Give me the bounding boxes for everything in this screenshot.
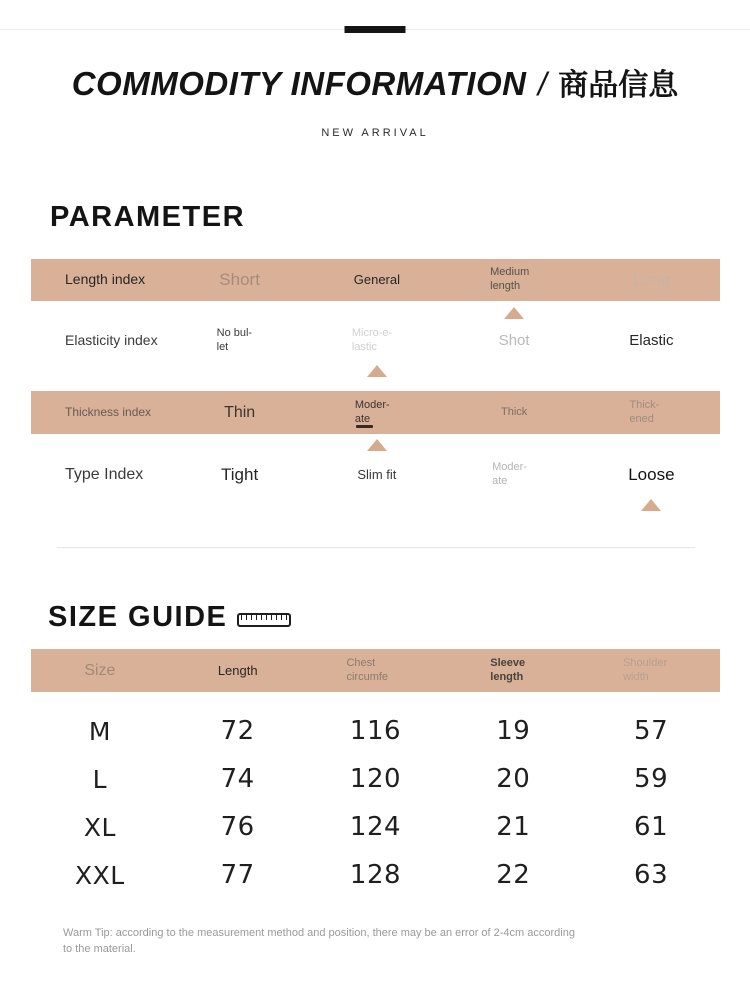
option-elastic: Elastic xyxy=(629,331,674,349)
option-long: Long xyxy=(632,270,671,290)
chest-value: 124 xyxy=(349,812,402,843)
size-row-l xyxy=(31,756,720,804)
size-value: XL xyxy=(83,813,116,842)
page-title-en: COMMODITY INFORMATION xyxy=(71,65,527,102)
size-table-header xyxy=(31,649,720,692)
col-shoulder-width: Shoulder width xyxy=(623,657,668,683)
option-general: General xyxy=(353,271,400,287)
option-medium-length: Medium length xyxy=(490,266,530,292)
triangle-up-icon xyxy=(504,307,524,319)
size-guide-table xyxy=(31,649,720,900)
option-shot: Shot xyxy=(498,331,530,349)
option-loose: Loose xyxy=(628,465,675,485)
option-moderate: Moder-ate xyxy=(492,461,527,487)
row-label: Length index xyxy=(65,271,146,288)
size-value: L xyxy=(92,765,108,794)
row-label: Type Index xyxy=(65,466,144,483)
selection-marker-row xyxy=(31,499,720,513)
section-divider-line xyxy=(57,547,695,548)
col-size: Size xyxy=(84,661,116,679)
shoulder-value: 63 xyxy=(634,860,669,891)
size-guide-heading: SIZE GUIDE xyxy=(48,601,228,633)
sleeve-value: 20 xyxy=(496,764,531,795)
row-label: Thickness index xyxy=(65,405,152,419)
col-sleeve-length: Sleeve length xyxy=(490,657,526,683)
option-thickened: Thick-ened xyxy=(629,398,660,425)
parameter-row-type xyxy=(31,451,720,499)
chest-value: 116 xyxy=(349,716,402,747)
top-rule xyxy=(0,0,750,33)
ruler-icon xyxy=(237,613,291,627)
sleeve-value: 22 xyxy=(496,860,531,891)
triangle-up-icon xyxy=(367,439,387,451)
row-label: Elasticity index xyxy=(65,332,158,349)
ink-smudge xyxy=(356,425,373,428)
parameter-row-length xyxy=(31,259,720,301)
selection-marker-row xyxy=(31,434,720,451)
selection-marker-row xyxy=(31,363,720,379)
parameter-row-thickness xyxy=(31,391,720,434)
top-accent-bar xyxy=(345,26,406,33)
page-title-zh: 商品信息 xyxy=(558,69,679,102)
parameter-heading: PARAMETER xyxy=(50,201,246,233)
option-short: Short xyxy=(219,270,260,290)
size-value: M xyxy=(88,717,111,746)
size-row-xl xyxy=(31,804,720,852)
length-value: 77 xyxy=(220,860,255,891)
col-chest-circumference: Chest circumfe xyxy=(346,657,389,683)
col-length: Length xyxy=(217,662,258,678)
size-value: XXL xyxy=(75,861,125,890)
option-tight: Tight xyxy=(221,465,259,485)
option-moderate: Moder-ate xyxy=(308,399,445,427)
shoulder-value: 61 xyxy=(634,812,669,843)
page-title xyxy=(0,64,750,111)
sleeve-value: 21 xyxy=(496,812,531,843)
page-title-separator: / xyxy=(537,66,547,102)
option-thick: Thick xyxy=(500,405,528,418)
shoulder-value: 57 xyxy=(634,716,669,747)
size-row-m xyxy=(31,708,720,756)
warm-tip-note: Warm Tip: according to the measurement method and position, there may be an error of 2-4cm according to the material. xyxy=(63,927,575,955)
chest-value: 128 xyxy=(349,860,402,891)
subtitle-new-arrival: NEW ARRIVAL xyxy=(321,127,429,139)
option-thin: Thin xyxy=(224,403,256,421)
length-value: 74 xyxy=(220,764,255,795)
option-slim-fit: Slim fit xyxy=(357,466,397,482)
sleeve-value: 19 xyxy=(496,716,531,747)
option-micro-elastic: Micro-e-lastic xyxy=(351,327,393,353)
chest-value: 120 xyxy=(349,764,402,795)
size-table-body xyxy=(31,692,720,900)
triangle-up-icon xyxy=(641,499,661,511)
triangle-up-icon xyxy=(367,365,387,377)
selection-marker-row xyxy=(31,301,720,319)
shoulder-value: 59 xyxy=(634,764,669,795)
length-value: 76 xyxy=(220,812,255,843)
size-row-xxl xyxy=(31,852,720,900)
length-value: 72 xyxy=(220,716,255,747)
parameter-row-elasticity xyxy=(31,319,720,363)
parameter-table xyxy=(31,259,720,513)
option-no-bullet: No bul-let xyxy=(216,327,253,353)
